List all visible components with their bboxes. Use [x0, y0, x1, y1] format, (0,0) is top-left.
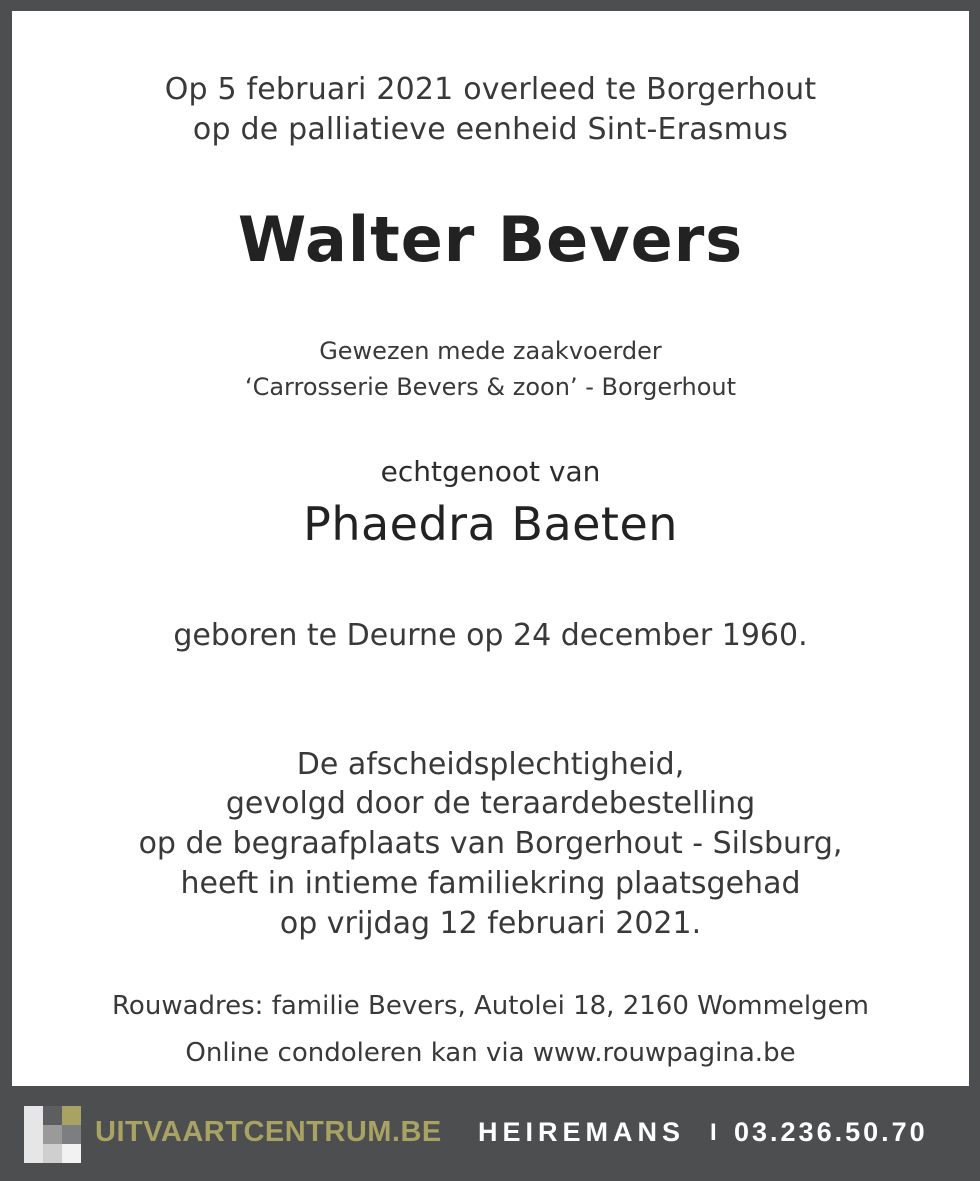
ceremony-line-1: De afscheidsplechtigheid, — [296, 747, 685, 782]
ceremony-line-4: heeft in intieme familiekring plaatsgehad — [180, 866, 801, 901]
intro-line-2: op de palliatieve eenheid Sint-Erasmus — [192, 112, 789, 147]
obituary-card — [12, 11, 969, 1086]
footer-separator: I — [710, 1119, 717, 1146]
brand-name: UITVAARTCENTRUM.BE — [95, 1116, 442, 1148]
role-line-1: Gewezen mede zaakvoerder — [319, 337, 662, 365]
role-line-2: ‘Carrosserie Bevers & zoon’ - Borgerhout — [244, 373, 737, 401]
intro-line-1: Op 5 februari 2021 overleed te Borgerhout — [164, 72, 817, 107]
birth-info: geboren te Deurne op 24 december 1960. — [173, 618, 808, 653]
mourning-address: Rouwadres: familie Bevers, Autolei 18, 2160 Wommelgem — [112, 991, 869, 1021]
company-name: HEIREMANS — [478, 1117, 686, 1147]
phone-number: 03.236.50.70 — [734, 1117, 928, 1147]
ceremony-line-5: op vrijdag 12 februari 2021. — [279, 906, 702, 941]
uitvaartcentrum-logo-icon — [24, 1106, 81, 1163]
ceremony-line-2: gevolgd door de teraardebestelling — [225, 786, 756, 821]
spouse-name: Phaedra Baeten — [303, 497, 678, 551]
ceremony-line-3: op de begraafplaats van Borgerhout - Silsburg, — [138, 826, 843, 861]
deceased-name: Walter Bevers — [237, 203, 744, 276]
footer-bar — [0, 1086, 980, 1181]
spouse-label: echtgenoot van — [380, 455, 601, 488]
online-condolence: Online condoleren kan via www.rouwpagina.be — [185, 1038, 796, 1068]
